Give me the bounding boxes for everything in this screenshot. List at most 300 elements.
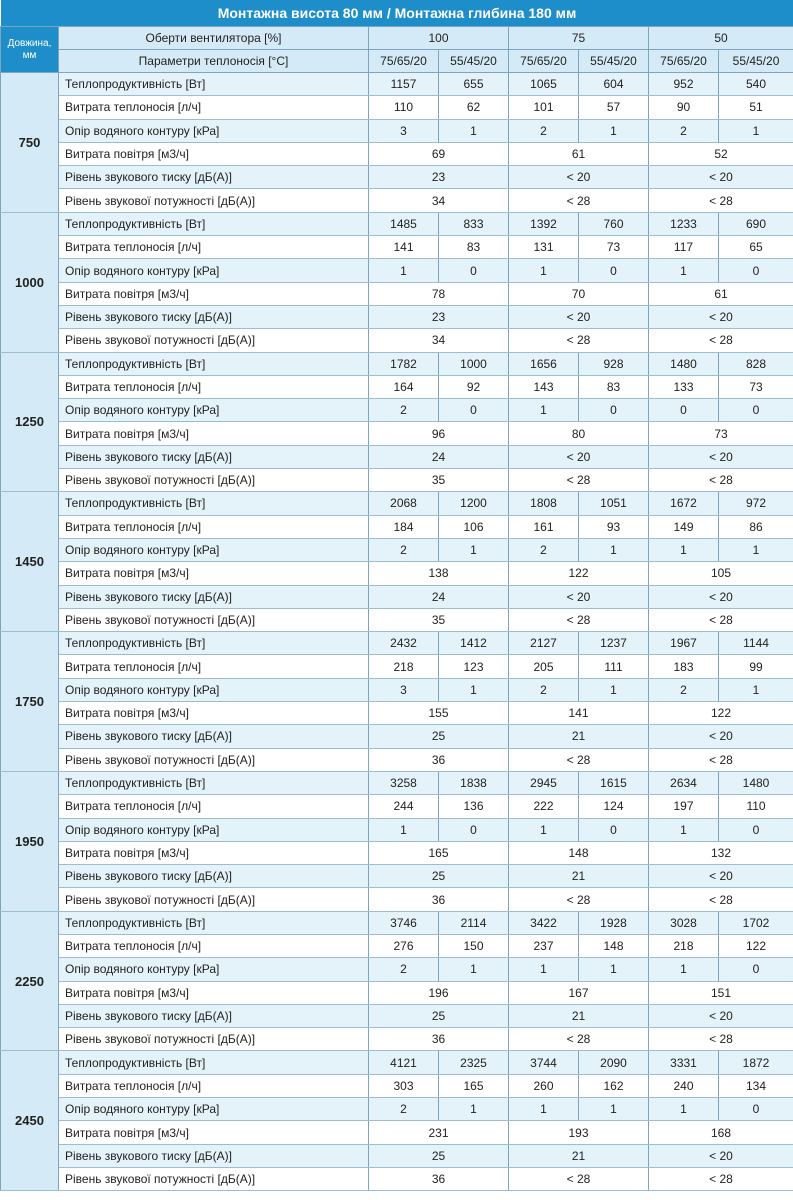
- value-cell: 161: [509, 515, 579, 538]
- sound-power-row: [1, 329, 793, 352]
- value-cell: 69: [369, 142, 509, 165]
- parameter-label: Теплопродуктивність [Вт]: [59, 911, 369, 934]
- parameter-label: Рівень звукового тиску [дБ(А)]: [59, 725, 369, 748]
- value-cell: < 28: [509, 608, 649, 631]
- fan-speed-100: 100: [369, 27, 509, 50]
- length-value: 1000: [1, 212, 59, 352]
- air-flow-row: [1, 282, 793, 305]
- value-cell: 2: [369, 399, 439, 422]
- value-cell: 1237: [579, 632, 649, 655]
- value-cell: 276: [369, 934, 439, 957]
- value-cell: 1: [439, 119, 509, 142]
- value-cell: 138: [369, 562, 509, 585]
- value-cell: 34: [369, 329, 509, 352]
- sound-power-row: [1, 888, 793, 911]
- value-cell: 604: [579, 73, 649, 96]
- value-cell: 1967: [649, 632, 719, 655]
- value-cell: 90: [649, 96, 719, 119]
- value-cell: 141: [509, 702, 649, 725]
- value-cell: 3028: [649, 911, 719, 934]
- coolant-param: 55/45/20: [719, 50, 793, 73]
- value-cell: 101: [509, 96, 579, 119]
- value-cell: < 20: [509, 305, 649, 328]
- sound-power-row: [1, 1028, 793, 1051]
- value-cell: 34: [369, 189, 509, 212]
- parameter-label: Опір водяного контуру [кРа]: [59, 119, 369, 142]
- value-cell: 2068: [369, 492, 439, 515]
- value-cell: 61: [649, 282, 793, 305]
- value-cell: < 28: [509, 329, 649, 352]
- value-cell: < 28: [649, 1167, 793, 1190]
- value-cell: 151: [649, 981, 793, 1004]
- coolant-param: 55/45/20: [579, 50, 649, 73]
- value-cell: 1485: [369, 212, 439, 235]
- parameter-label: Рівень звукової потужності [дБ(А)]: [59, 1028, 369, 1051]
- parameter-label: Опір водяного контуру [кРа]: [59, 678, 369, 701]
- sound-pressure-row: [1, 166, 793, 189]
- value-cell: 110: [369, 96, 439, 119]
- parameter-label: Рівень звукового тиску [дБ(А)]: [59, 445, 369, 468]
- coolant-flow-row: [1, 96, 793, 119]
- value-cell: 0: [579, 399, 649, 422]
- value-cell: 244: [369, 795, 439, 818]
- value-cell: 1144: [719, 632, 793, 655]
- parameter-label: Опір водяного контуру [кРа]: [59, 958, 369, 981]
- value-cell: 655: [439, 73, 509, 96]
- table-title: Монтажна висота 80 мм / Монтажна глибина 180 мм: [1, 0, 793, 27]
- parameter-label: Теплопродуктивність [Вт]: [59, 73, 369, 96]
- value-cell: 62: [439, 96, 509, 119]
- value-cell: < 28: [509, 469, 649, 492]
- parameter-label: Рівень звукового тиску [дБ(А)]: [59, 305, 369, 328]
- air-flow-row: [1, 981, 793, 1004]
- value-cell: 0: [719, 958, 793, 981]
- value-cell: 2: [369, 958, 439, 981]
- length-value: 1250: [1, 352, 59, 492]
- length-value: 1450: [1, 492, 59, 632]
- value-cell: 167: [509, 981, 649, 1004]
- value-cell: 0: [439, 259, 509, 282]
- sound-power-row: [1, 189, 793, 212]
- coolant-flow-row: [1, 934, 793, 957]
- value-cell: 196: [369, 981, 509, 1004]
- value-cell: 2: [509, 538, 579, 561]
- air-flow-row: [1, 841, 793, 864]
- parameter-label: Витрата повітря [м3/ч]: [59, 981, 369, 1004]
- value-cell: < 20: [509, 585, 649, 608]
- value-cell: 1412: [439, 632, 509, 655]
- value-cell: < 28: [649, 748, 793, 771]
- water-resistance-row: [1, 399, 793, 422]
- value-cell: 1200: [439, 492, 509, 515]
- value-cell: 2: [369, 538, 439, 561]
- parameter-label: Рівень звукової потужності [дБ(А)]: [59, 469, 369, 492]
- parameter-label: Витрата повітря [м3/ч]: [59, 422, 369, 445]
- value-cell: 1: [719, 119, 793, 142]
- value-cell: 0: [719, 259, 793, 282]
- value-cell: < 28: [649, 1028, 793, 1051]
- value-cell: 36: [369, 1167, 509, 1190]
- fan-speed-75: 75: [509, 27, 649, 50]
- value-cell: 122: [719, 934, 793, 957]
- value-cell: < 28: [509, 189, 649, 212]
- parameter-label: Витрата повітря [м3/ч]: [59, 1121, 369, 1144]
- value-cell: 1: [439, 1098, 509, 1121]
- length-header: Довжина, мм: [1, 27, 59, 73]
- water-resistance-row: [1, 958, 793, 981]
- coolant-param: 75/65/20: [509, 50, 579, 73]
- parameter-label: Витрата теплоносія [л/ч]: [59, 934, 369, 957]
- value-cell: < 20: [649, 725, 793, 748]
- value-cell: 0: [579, 818, 649, 841]
- value-cell: 150: [439, 934, 509, 957]
- value-cell: 1: [579, 538, 649, 561]
- coolant-param: 55/45/20: [439, 50, 509, 73]
- value-cell: 1: [719, 678, 793, 701]
- parameter-label: Витрата повітря [м3/ч]: [59, 142, 369, 165]
- value-cell: 1: [649, 1098, 719, 1121]
- value-cell: 1: [649, 259, 719, 282]
- value-cell: 24: [369, 585, 509, 608]
- value-cell: < 28: [649, 189, 793, 212]
- sound-pressure-row: [1, 1004, 793, 1027]
- parameter-label: Теплопродуктивність [Вт]: [59, 632, 369, 655]
- value-cell: 155: [369, 702, 509, 725]
- parameter-label: Рівень звукового тиску [дБ(А)]: [59, 585, 369, 608]
- value-cell: 65: [719, 236, 793, 259]
- air-flow-row: [1, 562, 793, 585]
- value-cell: < 28: [649, 888, 793, 911]
- heat-output-row: [1, 771, 793, 794]
- fan-speed-label: Оберти вентилятора [%]: [59, 27, 369, 50]
- value-cell: 0: [719, 818, 793, 841]
- value-cell: 36: [369, 888, 509, 911]
- value-cell: 1928: [579, 911, 649, 934]
- sound-pressure-row: [1, 725, 793, 748]
- parameter-label: Витрата теплоносія [л/ч]: [59, 375, 369, 398]
- value-cell: 73: [719, 375, 793, 398]
- value-cell: 1065: [509, 73, 579, 96]
- parameter-label: Витрата повітря [м3/ч]: [59, 702, 369, 725]
- value-cell: 1672: [649, 492, 719, 515]
- value-cell: 1: [579, 678, 649, 701]
- value-cell: 1480: [719, 771, 793, 794]
- parameter-label: Теплопродуктивність [Вт]: [59, 492, 369, 515]
- value-cell: 3331: [649, 1051, 719, 1074]
- value-cell: 96: [369, 422, 509, 445]
- parameter-label: Опір водяного контуру [кРа]: [59, 399, 369, 422]
- value-cell: 1: [509, 259, 579, 282]
- length-value: 2450: [1, 1051, 59, 1191]
- value-cell: 2114: [439, 911, 509, 934]
- heat-output-row: [1, 1051, 793, 1074]
- value-cell: 3422: [509, 911, 579, 934]
- parameter-label: Рівень звукової потужності [дБ(А)]: [59, 888, 369, 911]
- sound-pressure-row: [1, 865, 793, 888]
- value-cell: 184: [369, 515, 439, 538]
- value-cell: 0: [649, 399, 719, 422]
- value-cell: < 20: [649, 445, 793, 468]
- parameter-label: Витрата теплоносія [л/ч]: [59, 96, 369, 119]
- length-value: 1950: [1, 771, 59, 911]
- value-cell: < 20: [649, 1004, 793, 1027]
- value-cell: 1: [649, 818, 719, 841]
- sound-power-row: [1, 608, 793, 631]
- value-cell: 260: [509, 1074, 579, 1097]
- parameter-label: Опір водяного контуру [кРа]: [59, 538, 369, 561]
- coolant-param: 75/65/20: [369, 50, 439, 73]
- value-cell: 99: [719, 655, 793, 678]
- value-cell: 2090: [579, 1051, 649, 1074]
- value-cell: < 28: [509, 888, 649, 911]
- value-cell: 4121: [369, 1051, 439, 1074]
- heat-output-row: [1, 632, 793, 655]
- parameter-label: Рівень звукового тиску [дБ(А)]: [59, 865, 369, 888]
- value-cell: 105: [649, 562, 793, 585]
- parameter-label: Рівень звукової потужності [дБ(А)]: [59, 189, 369, 212]
- value-cell: 24: [369, 445, 509, 468]
- value-cell: < 20: [509, 166, 649, 189]
- value-cell: 1: [439, 958, 509, 981]
- value-cell: 25: [369, 865, 509, 888]
- heat-output-row: [1, 352, 793, 375]
- value-cell: 21: [509, 725, 649, 748]
- value-cell: 1: [579, 958, 649, 981]
- air-flow-row: [1, 702, 793, 725]
- value-cell: 92: [439, 375, 509, 398]
- parameter-label: Витрата повітря [м3/ч]: [59, 562, 369, 585]
- value-cell: 1838: [439, 771, 509, 794]
- value-cell: 57: [579, 96, 649, 119]
- value-cell: 106: [439, 515, 509, 538]
- heat-output-row: [1, 212, 793, 235]
- coolant-flow-row: [1, 515, 793, 538]
- air-flow-row: [1, 142, 793, 165]
- parameter-label: Витрата теплоносія [л/ч]: [59, 655, 369, 678]
- value-cell: 111: [579, 655, 649, 678]
- value-cell: 148: [509, 841, 649, 864]
- value-cell: 2127: [509, 632, 579, 655]
- heat-output-row: [1, 73, 793, 96]
- water-resistance-row: [1, 818, 793, 841]
- value-cell: 237: [509, 934, 579, 957]
- sound-power-row: [1, 748, 793, 771]
- value-cell: < 28: [649, 469, 793, 492]
- value-cell: 141: [369, 236, 439, 259]
- value-cell: 197: [649, 795, 719, 818]
- length-value: 750: [1, 73, 59, 213]
- value-cell: < 20: [649, 305, 793, 328]
- air-flow-row: [1, 422, 793, 445]
- value-cell: 73: [649, 422, 793, 445]
- parameter-label: Витрата теплоносія [л/ч]: [59, 1074, 369, 1097]
- value-cell: 1872: [719, 1051, 793, 1074]
- value-cell: 122: [649, 702, 793, 725]
- value-cell: 21: [509, 865, 649, 888]
- value-cell: 1: [509, 1098, 579, 1121]
- value-cell: 1782: [369, 352, 439, 375]
- value-cell: 52: [649, 142, 793, 165]
- parameter-label: Рівень звукової потужності [дБ(А)]: [59, 608, 369, 631]
- value-cell: 1: [509, 818, 579, 841]
- heat-output-row: [1, 492, 793, 515]
- water-resistance-row: [1, 259, 793, 282]
- value-cell: 828: [719, 352, 793, 375]
- parameter-label: Теплопродуктивність [Вт]: [59, 212, 369, 235]
- value-cell: 240: [649, 1074, 719, 1097]
- value-cell: 110: [719, 795, 793, 818]
- value-cell: 117: [649, 236, 719, 259]
- heat-output-row: [1, 911, 793, 934]
- value-cell: 3: [369, 678, 439, 701]
- value-cell: 149: [649, 515, 719, 538]
- value-cell: 760: [579, 212, 649, 235]
- value-cell: 70: [509, 282, 649, 305]
- value-cell: < 20: [649, 1144, 793, 1167]
- value-cell: 133: [649, 375, 719, 398]
- value-cell: 2: [649, 119, 719, 142]
- value-cell: 1000: [439, 352, 509, 375]
- value-cell: 132: [649, 841, 793, 864]
- value-cell: 1: [509, 958, 579, 981]
- sound-pressure-row: [1, 305, 793, 328]
- value-cell: 3258: [369, 771, 439, 794]
- water-resistance-row: [1, 1098, 793, 1121]
- parameter-label: Теплопродуктивність [Вт]: [59, 352, 369, 375]
- value-cell: 1: [579, 119, 649, 142]
- value-cell: 1157: [369, 73, 439, 96]
- value-cell: 972: [719, 492, 793, 515]
- value-cell: 193: [509, 1121, 649, 1144]
- value-cell: 1: [579, 1098, 649, 1121]
- value-cell: 80: [509, 422, 649, 445]
- value-cell: 134: [719, 1074, 793, 1097]
- parameter-label: Рівень звукової потужності [дБ(А)]: [59, 329, 369, 352]
- value-cell: 36: [369, 748, 509, 771]
- value-cell: 0: [719, 399, 793, 422]
- value-cell: 23: [369, 305, 509, 328]
- sound-power-row: [1, 469, 793, 492]
- parameter-label: Опір водяного контуру [кРа]: [59, 1098, 369, 1121]
- value-cell: 165: [369, 841, 509, 864]
- air-flow-row: [1, 1121, 793, 1144]
- value-cell: 1: [439, 538, 509, 561]
- value-cell: < 20: [649, 865, 793, 888]
- value-cell: 61: [509, 142, 649, 165]
- table-title-row: [1, 0, 793, 27]
- value-cell: 86: [719, 515, 793, 538]
- value-cell: 168: [649, 1121, 793, 1144]
- parameter-label: Теплопродуктивність [Вт]: [59, 771, 369, 794]
- parameter-label: Опір водяного контуру [кРа]: [59, 259, 369, 282]
- value-cell: 122: [509, 562, 649, 585]
- value-cell: 93: [579, 515, 649, 538]
- value-cell: 164: [369, 375, 439, 398]
- value-cell: 2: [509, 119, 579, 142]
- value-cell: 124: [579, 795, 649, 818]
- coolant-flow-row: [1, 795, 793, 818]
- value-cell: 540: [719, 73, 793, 96]
- value-cell: 2432: [369, 632, 439, 655]
- value-cell: 833: [439, 212, 509, 235]
- value-cell: 2: [369, 1098, 439, 1121]
- water-resistance-row: [1, 538, 793, 561]
- value-cell: 1392: [509, 212, 579, 235]
- coolant-flow-row: [1, 236, 793, 259]
- value-cell: 123: [439, 655, 509, 678]
- value-cell: 2634: [649, 771, 719, 794]
- value-cell: 218: [369, 655, 439, 678]
- value-cell: 928: [579, 352, 649, 375]
- water-resistance-row: [1, 678, 793, 701]
- value-cell: 0: [719, 1098, 793, 1121]
- water-resistance-row: [1, 119, 793, 142]
- coolant-flow-row: [1, 655, 793, 678]
- value-cell: 1656: [509, 352, 579, 375]
- fan-speed-header-row: [1, 27, 793, 50]
- value-cell: 1: [369, 259, 439, 282]
- value-cell: 205: [509, 655, 579, 678]
- value-cell: 183: [649, 655, 719, 678]
- sound-pressure-row: [1, 585, 793, 608]
- parameter-label: Рівень звукової потужності [дБ(А)]: [59, 748, 369, 771]
- value-cell: 3746: [369, 911, 439, 934]
- parameter-label: Рівень звукової потужності [дБ(А)]: [59, 1167, 369, 1190]
- parameter-label: Рівень звукового тиску [дБ(А)]: [59, 166, 369, 189]
- parameter-label: Витрата повітря [м3/ч]: [59, 841, 369, 864]
- value-cell: 1: [649, 538, 719, 561]
- parameter-label: Теплопродуктивність [Вт]: [59, 1051, 369, 1074]
- value-cell: 231: [369, 1121, 509, 1144]
- value-cell: 222: [509, 795, 579, 818]
- value-cell: 2: [649, 678, 719, 701]
- value-cell: 1: [509, 399, 579, 422]
- value-cell: 0: [579, 259, 649, 282]
- parameter-label: Витрата теплоносія [л/ч]: [59, 236, 369, 259]
- value-cell: 136: [439, 795, 509, 818]
- value-cell: 1051: [579, 492, 649, 515]
- value-cell: 3: [369, 119, 439, 142]
- parameter-label: Рівень звукового тиску [дБ(А)]: [59, 1004, 369, 1027]
- parameter-label: Витрата теплоносія [л/ч]: [59, 795, 369, 818]
- value-cell: 78: [369, 282, 509, 305]
- coolant-params-header-row: [1, 50, 793, 73]
- value-cell: 25: [369, 1144, 509, 1167]
- value-cell: 1: [719, 538, 793, 561]
- value-cell: 952: [649, 73, 719, 96]
- parameter-label: Опір водяного контуру [кРа]: [59, 818, 369, 841]
- value-cell: 165: [439, 1074, 509, 1097]
- value-cell: < 28: [509, 1028, 649, 1051]
- value-cell: < 28: [649, 329, 793, 352]
- value-cell: 1233: [649, 212, 719, 235]
- coolant-flow-row: [1, 1074, 793, 1097]
- coolant-flow-row: [1, 375, 793, 398]
- length-value: 2250: [1, 911, 59, 1051]
- value-cell: 35: [369, 469, 509, 492]
- value-cell: 1702: [719, 911, 793, 934]
- length-value: 1750: [1, 632, 59, 772]
- value-cell: 2945: [509, 771, 579, 794]
- value-cell: 1: [369, 818, 439, 841]
- value-cell: 148: [579, 934, 649, 957]
- fan-speed-50: 50: [649, 27, 793, 50]
- value-cell: 25: [369, 725, 509, 748]
- value-cell: < 20: [649, 585, 793, 608]
- value-cell: < 28: [649, 608, 793, 631]
- sound-pressure-row: [1, 445, 793, 468]
- value-cell: 2325: [439, 1051, 509, 1074]
